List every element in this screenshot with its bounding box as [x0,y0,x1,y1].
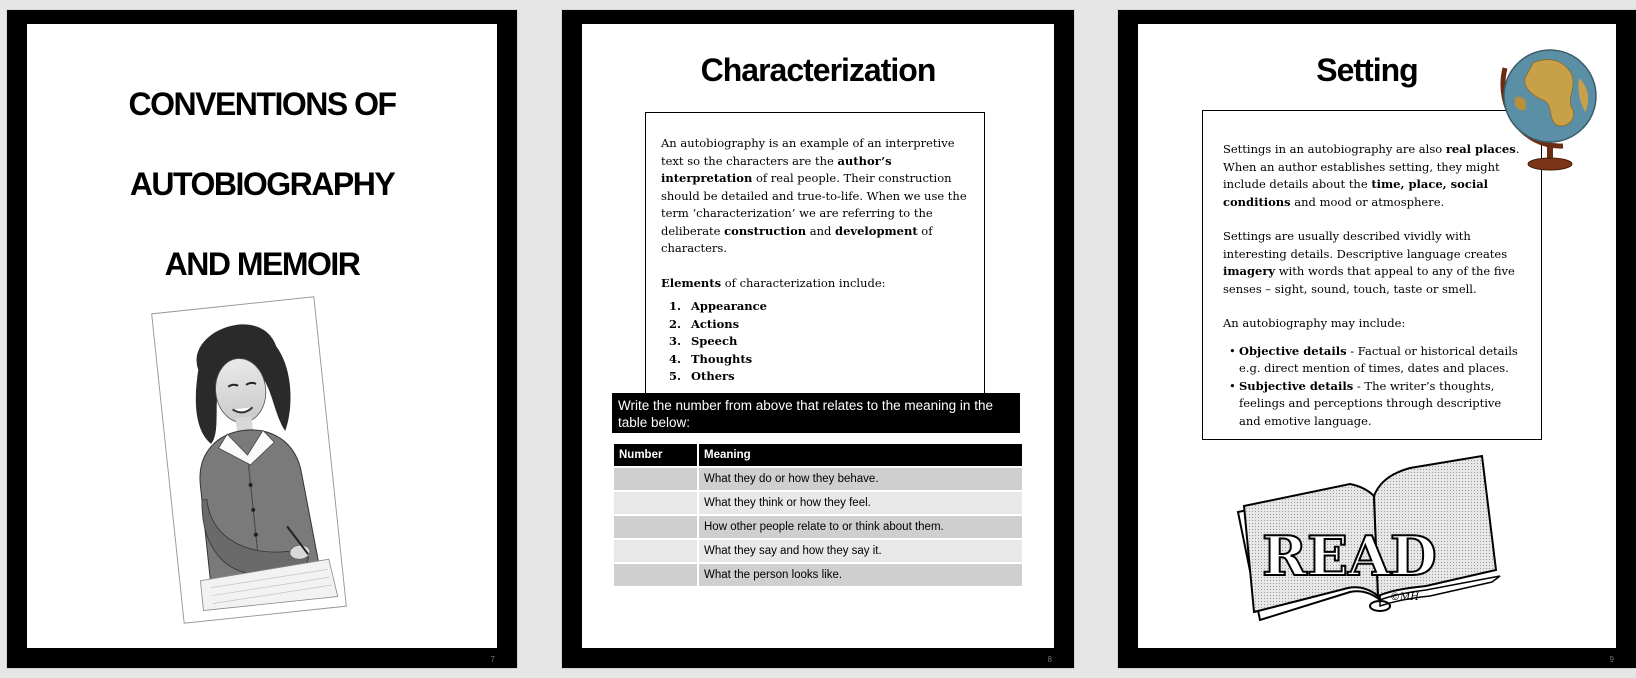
globe-icon [1493,38,1603,178]
bold-span: construction [724,223,807,238]
list-item: 4. Thoughts [685,351,969,369]
setting-paragraph-1 [1223,141,1521,211]
bold-span: Objective details [1239,343,1347,358]
book-word: READ [1262,524,1437,588]
characterization-paragraph [661,135,969,258]
woman-writing-drawing [152,297,346,622]
text-span: of real people. Their construction should be detailed and true-to-life. When we use the term ‘characterization’ we are referring to the deliberate [661,171,967,238]
document-page-9[interactable] [1118,10,1636,668]
text-span: . When an author establishes setting, they might include details about the [1223,142,1520,191]
meaning-cell: What they say and how they say it. [698,539,1023,563]
page-number: 9 [1609,655,1614,664]
woman-writing-illustration [151,296,347,623]
setting-paragraph-3: An autobiography may include: [1223,316,1406,330]
number-cell[interactable] [614,515,698,539]
text-span: of characterization include: [721,275,886,290]
text-span: Settings are usually described vividly with interesting details. Descriptive language creates [1223,229,1508,261]
page-content [27,24,497,648]
cover-title-line-1: CONVENTIONS OF [128,86,396,122]
instruction-banner: Write the number from above that relates to the meaning in the table below: [612,393,1020,433]
table-row [614,515,1023,539]
document-page-8[interactable] [562,10,1074,668]
setting-info-box [1202,110,1542,440]
meaning-cell: What they think or how they feel. [698,491,1023,515]
text-span: Settings in an autobiography are also [1223,142,1446,156]
list-item: 1. Appearance [685,298,969,316]
page-content [582,24,1054,648]
setting-paragraph-2 [1223,228,1521,298]
text-span: and [806,223,836,238]
table-row [614,467,1023,491]
bold-span: imagery [1223,264,1276,278]
text-span: - The writer’s thoughts, feelings and perceptions through descriptive and emotive language. [1239,378,1502,428]
meaning-cell: What they do or how they behave. [698,467,1023,491]
cover-title [27,64,497,304]
bold-span: development [835,223,918,238]
cover-title-line-3: AND MEMOIR [164,246,360,282]
list-item: 3. Speech [685,333,969,351]
text-span: and mood or atmosphere. [1290,194,1445,209]
number-cell[interactable] [614,467,698,491]
meaning-cell: What the person looks like. [698,563,1023,586]
details-list [1223,343,1521,431]
page-number: 8 [1047,655,1052,664]
table-row [614,491,1023,515]
matching-table [614,444,1024,586]
elements-list [661,298,969,386]
page-title: Setting [1316,52,1418,88]
text-span: An autobiography is an example of an interpretive text so the characters are the [661,136,955,168]
bold-span: real places [1445,142,1516,156]
bold-span: Elements [661,275,722,290]
table-row [614,563,1023,586]
cover-title-line-2: AUTOBIOGRAPHY [129,166,395,202]
document-page-7[interactable] [7,10,517,668]
page-number: 7 [490,655,495,664]
table-header-number: Number [614,444,698,467]
read-book-illustration [1230,450,1504,628]
list-item: 5. Others [685,368,969,386]
page-title: Characterization [700,52,936,88]
bold-span: author’s interpretation [661,153,892,185]
bold-span: time, place, social conditions [1223,177,1489,209]
elements-intro [661,275,969,293]
text-span: with words that appeal to any of the five senses – sight, sound, touch, taste or smell. [1223,264,1515,296]
meaning-cell: How other people relate to or think about them. [698,515,1023,539]
characterization-info-box [645,112,985,396]
list-item [1237,378,1521,431]
text-span: of characters. [661,223,933,255]
number-cell[interactable] [614,563,698,586]
number-cell[interactable] [614,539,698,563]
table-row [614,539,1023,563]
page-content [1138,24,1616,648]
text-span: - Factual or historical details e.g. direct mention of times, dates and places. [1239,343,1518,375]
bold-span: Subjective details [1239,378,1354,393]
list-item [1237,343,1521,378]
table-header-meaning: Meaning [698,444,1023,467]
list-item: 2. Actions [685,316,969,334]
book-signature: ©MH [1390,592,1419,603]
number-cell[interactable] [614,491,698,515]
